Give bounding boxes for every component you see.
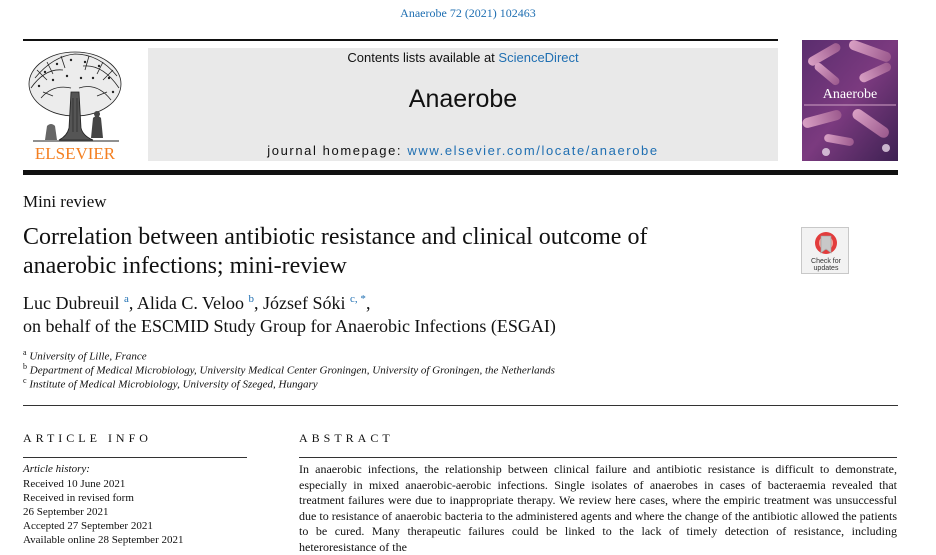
header-rule: [23, 39, 778, 41]
author-1: Luc Dubreuil: [23, 293, 120, 313]
article-title-line-1: Correlation between antibiotic resistance and clinical outcome of: [23, 224, 648, 250]
journal-header: [148, 48, 778, 161]
badge-label-line-1: Check for: [811, 258, 841, 265]
abstract-rule: [299, 457, 897, 458]
article-type: Mini review: [23, 192, 107, 211]
affiliation-b-text: Department of Medical Microbiology, University Medical Center Groningen, University of Groningen, the Netherlands: [29, 364, 555, 377]
contents-line: [148, 50, 778, 65]
journal-citation[interactable]: Anaerobe 72 (2021) 102463: [400, 6, 536, 20]
affiliation-c-label: c: [23, 376, 27, 385]
homepage-line: [148, 143, 778, 158]
article-title: [23, 223, 763, 281]
article-title-line-2: anaerobic infections; mini-review: [23, 253, 347, 279]
article-info-heading: ARTICLE INFO: [23, 431, 152, 445]
revised-date: 26 September 2021: [23, 506, 109, 518]
affiliation-b-label: b: [23, 362, 27, 371]
affiliation-a: [23, 348, 147, 363]
author-3-affil-link[interactable]: c, *: [350, 293, 366, 305]
abstract-text: In anaerobic infections, the relationship between clinical failure and antibiotic resistance is difficult to demonstrate, especially in mixed anaerobic-aerobic infections. Single isolates of anaerobes in cases of bacteraemia revealed that treatment failures were due to inappropriate therapy. We review here cases, where the empiric treatment was unsuccessful due to resistance of anaerobic bacteria to the administered agents and where the change of the antibiotic allowed the patients to be cured. Many therapeutic failures could be linked to the lack of timely detection of resistance, including heteroresistance of the: [299, 462, 897, 554]
author-2-affil-link[interactable]: b: [248, 293, 255, 305]
article-info-rule: [23, 457, 247, 458]
affiliation-b: [23, 362, 555, 377]
journal-title: Anaerobe: [408, 85, 518, 113]
badge-label: [802, 258, 850, 272]
author-list: Luc Dubreuil $^a$, Alida C. Veloo $^b$, József Sóki $^{c, *}$,: [23, 293, 371, 313]
study-group-line: on behalf of the ESCMID Study Group for Anaerobic Infections (ESGAI): [23, 316, 556, 336]
article-history-label: Article history:: [23, 463, 90, 475]
affiliation-c: [23, 376, 318, 391]
journal-cover[interactable]: [802, 40, 898, 161]
bookmark-icon: [814, 231, 838, 257]
abstract-heading: ABSTRACT: [299, 431, 394, 445]
affiliation-c-text: Institute of Medical Microbiology, University of Szeged, Hungary: [29, 378, 318, 391]
author-1-affil-link[interactable]: a: [123, 293, 129, 305]
affiliation-a-label: a: [23, 348, 27, 357]
revised-label: Received in revised form: [23, 492, 134, 504]
elsevier-wordmark: ELSEVIER: [34, 144, 116, 162]
author-3: József Sóki: [263, 293, 346, 313]
section-divider: [23, 405, 898, 406]
online-date: Available online 28 September 2021: [23, 534, 184, 546]
cover-title: Anaerobe: [822, 87, 878, 102]
homepage-link[interactable]: www.elsevier.com/locate/anaerobe: [407, 143, 659, 158]
sciencedirect-link[interactable]: ScienceDirect: [498, 50, 579, 65]
author-2: Alida C. Veloo: [136, 293, 245, 313]
homepage-prefix: journal homepage:: [267, 143, 403, 158]
received-date: Received 10 June 2021: [23, 478, 126, 490]
header-thick-rule: [23, 170, 898, 175]
elsevier-tree-icon: [23, 48, 127, 162]
elsevier-logo[interactable]: [23, 48, 127, 162]
badge-label-line-2: updates: [813, 265, 839, 272]
contents-prefix: Contents lists available at: [347, 50, 495, 65]
check-for-updates-badge[interactable]: [801, 227, 849, 274]
accepted-date: Accepted 27 September 2021: [23, 520, 153, 532]
affiliation-a-text: University of Lille, France: [29, 350, 147, 363]
